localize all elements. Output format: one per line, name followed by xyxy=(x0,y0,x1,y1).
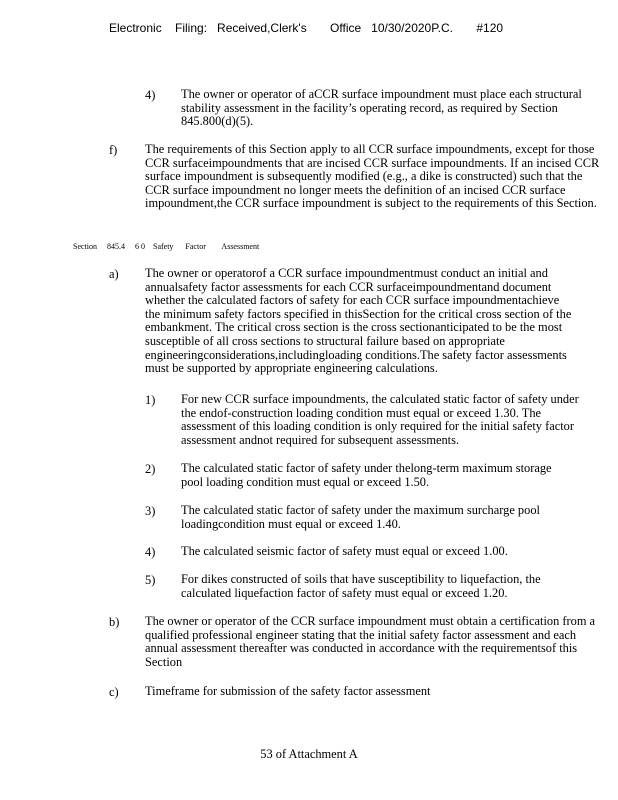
item-text: For dikes constructed of soils that have susceptibility to liquefaction, the calculated liquefaction factor of safety must equal or exceed 1.20. xyxy=(181,572,541,600)
item-label: b) xyxy=(109,615,120,629)
item-label: a) xyxy=(109,267,119,281)
item-text: The owner or operator of aCCR surface impoundment must place each structural stability assessment in the facility’s operating record, as required by Section 845.800(d)(5). xyxy=(181,87,582,129)
item-label: 2) xyxy=(145,462,156,476)
item-text: Timeframe for submission of the safety factor assessment xyxy=(145,684,431,698)
item-text: The requirements of this Section apply to all CCR surface impoundments, except for those CCR surfaceimpoundments that are incised CCR surface impoundments. If an incised CCR surface impoundment is subsequently modified (e.g., a dike is constructed) such that the CCR surface impoundment no longer meets the definition of an incised CCR surface impoundment,the CCR surface impoundment is subject to the requirements of this Section. xyxy=(145,142,600,211)
section-heading: Section 845.4 6 0 Safety Factor Assessment xyxy=(73,242,260,251)
item-label: 5) xyxy=(145,573,156,587)
item-label: 4) xyxy=(145,545,156,559)
item-label: 4) xyxy=(145,88,156,102)
item-label: c) xyxy=(109,685,119,699)
item-text: The owner or operatorof a CCR surface impoundmentmust conduct an initial and annualsafety factor assessments for each CCR surfaceimpoundmentand document whether the calculated factors of safety for each CCR surface impoundmentachieve the minimum safety factors specified in thisSection for the critical cross section of the embankment. The critical cross section is the cross sectionanticipated to be the most susceptible of all cross sections to structural failure based on appropriate engineeringconsiderations,includingloading conditions.The safety factor assessments must be supported by appropriate engineering calculations. xyxy=(145,266,572,376)
item-label: f) xyxy=(109,143,118,157)
item-text: For new CCR surface impoundments, the calculated static factor of safety under the endof-construction loading condition must equal or exceed 1.30. The assessment of this loading condition is only required for the initial safety factor assessment andnot required for subsequent assessments. xyxy=(181,392,579,447)
filing-stamp-header: Electronic Filing: Received,Clerk's Office 10/30/2020P.C. #120 xyxy=(109,21,504,35)
item-text: The owner or operator of the CCR surface impoundment must obtain a certification from a qualified professional engineer stating that the initial safety factor assessment and each annual assessment thereafter was conducted in accordance with the requirementsof this Section xyxy=(145,614,596,669)
item-text: The calculated static factor of safety under the maximum surcharge pool loadingcondition must equal or exceed 1.40. xyxy=(181,503,540,531)
item-text: The calculated seismic factor of safety must equal or exceed 1.00. xyxy=(181,544,508,558)
item-label: 3) xyxy=(145,504,156,518)
item-label: 1) xyxy=(145,393,156,407)
item-text: The calculated static factor of safety under thelong-term maximum storage pool loading condition must equal or exceed 1.50. xyxy=(181,461,552,489)
page-footer: 53 of Attachment A xyxy=(260,747,358,761)
